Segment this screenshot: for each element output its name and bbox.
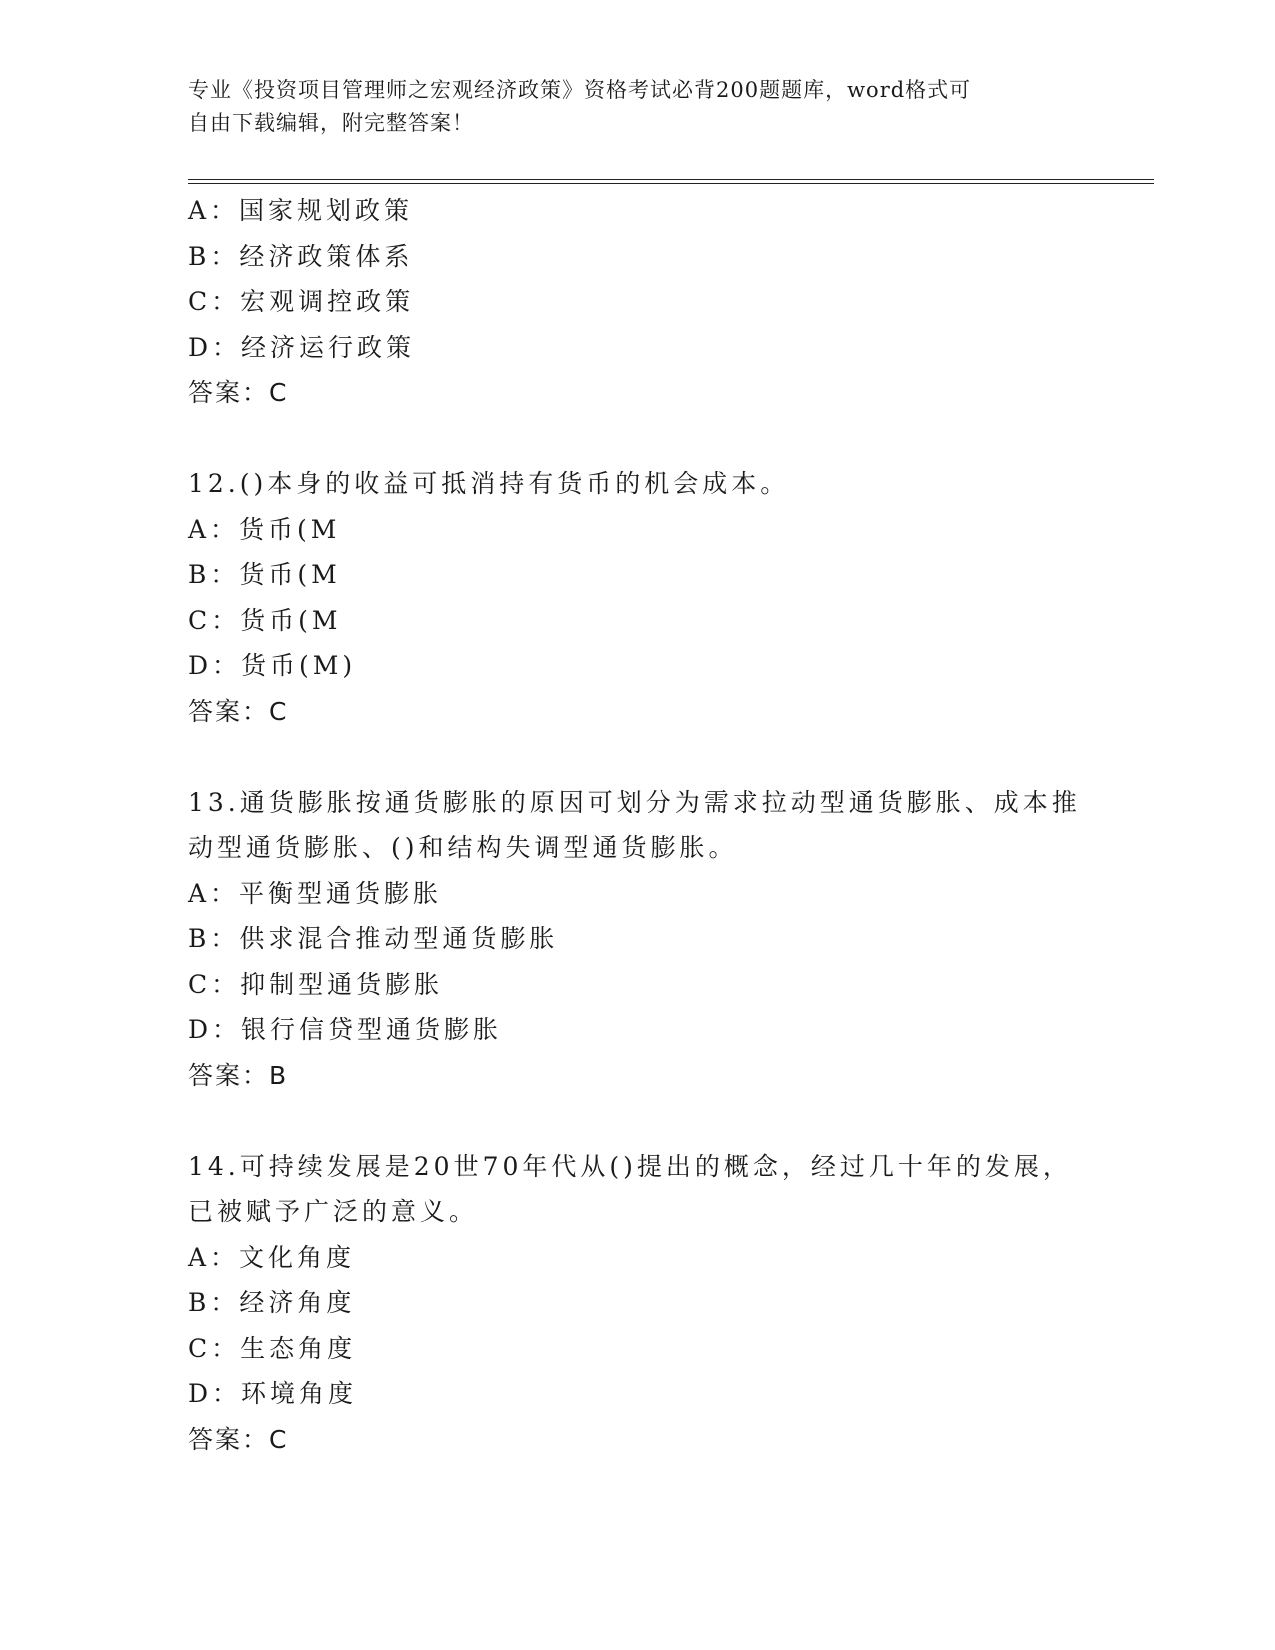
option-c: C：宏观调控政策 bbox=[188, 287, 415, 316]
option-b: B：经济政策体系 bbox=[188, 241, 414, 271]
header-line-2: 自由下载编辑，附完整答案！ bbox=[188, 111, 474, 135]
option-c: C：抑制型通货膨胀 bbox=[188, 969, 444, 999]
question-stem-line-1: 13.通货膨胀按通货膨胀的原因可划分为需求拉动型通货膨胀、成本推 bbox=[188, 787, 1081, 817]
option-b: B：供求混合推动型通货膨胀 bbox=[188, 924, 559, 953]
option-d: D：环境角度 bbox=[188, 1379, 358, 1408]
option-b: B：货币(M bbox=[188, 560, 341, 589]
question-stem-line-1: 14.可持续发展是20世70年代从()提出的概念，经过几十年的发展， bbox=[188, 1151, 1072, 1181]
option-d: D：经济运行政策 bbox=[188, 332, 416, 362]
option-a: A：平衡型通货膨胀 bbox=[188, 878, 443, 908]
question-stem-line-2: 动型通货膨胀、()和结构失调型通货膨胀。 bbox=[188, 833, 738, 862]
option-d: D：货币(M) bbox=[188, 651, 357, 680]
header-divider-top bbox=[188, 179, 1154, 180]
answer: 答案：C bbox=[188, 696, 289, 726]
option-a: A：货币(M bbox=[188, 514, 341, 544]
option-b: B：经济角度 bbox=[188, 1288, 356, 1317]
option-d: D：银行信贷型通货膨胀 bbox=[188, 1015, 503, 1044]
option-a: A：文化角度 bbox=[188, 1242, 356, 1272]
question-13 bbox=[188, 780, 1088, 1099]
answer: 答案：C bbox=[188, 378, 289, 407]
question-14 bbox=[188, 1144, 1088, 1463]
answer: 答案：C bbox=[188, 1424, 289, 1454]
option-a: A：国家规划政策 bbox=[188, 196, 414, 225]
question-stem: 12.()本身的收益可抵消持有货币的机会成本。 bbox=[188, 469, 790, 498]
question-stem-line-2: 已被赋予广泛的意义。 bbox=[188, 1197, 479, 1226]
question-12 bbox=[188, 461, 1088, 734]
option-c: C：货币(M bbox=[188, 605, 342, 635]
option-c: C：生态角度 bbox=[188, 1333, 357, 1363]
header-divider-bottom bbox=[188, 183, 1154, 184]
question-11-continued bbox=[188, 188, 1088, 416]
document-header bbox=[188, 74, 1068, 140]
answer: 答案：B bbox=[188, 1060, 289, 1090]
question-list bbox=[188, 188, 1088, 1462]
header-line-1: 专业《投资项目管理师之宏观经济政策》资格考试必背200题题库，word格式可 bbox=[188, 78, 972, 102]
